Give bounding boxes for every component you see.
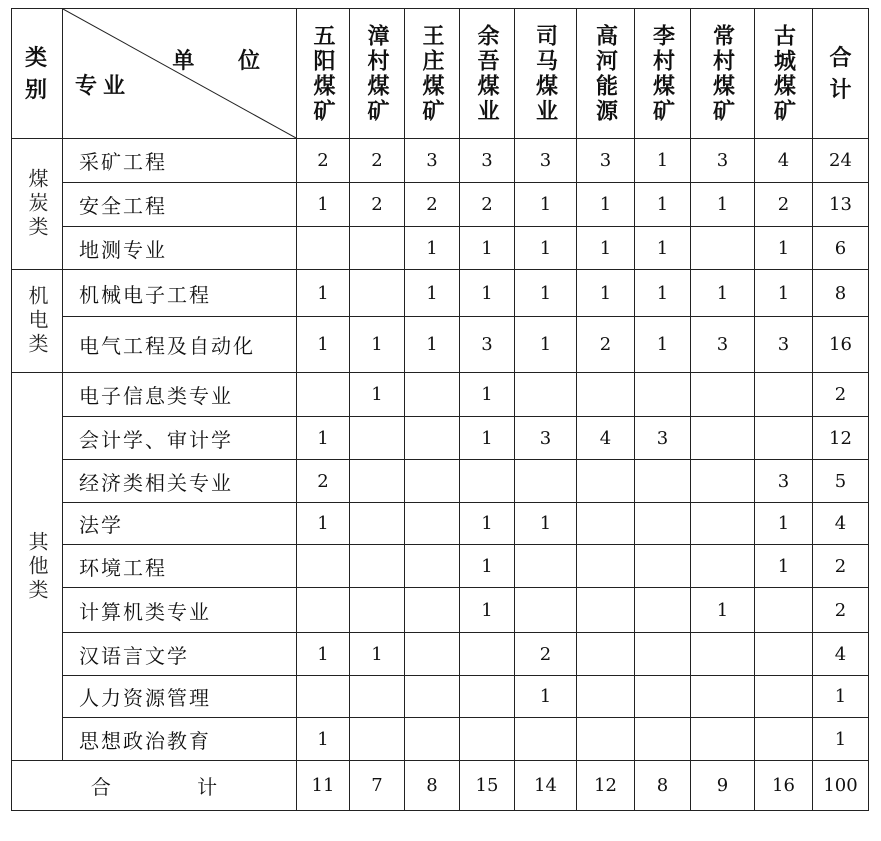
- value-cell: [297, 227, 350, 270]
- value-cell: [460, 633, 515, 676]
- value-cell: 1: [460, 588, 515, 633]
- value-cell: 1: [515, 270, 577, 317]
- value-cell: 3: [635, 417, 691, 460]
- total-cell: 16: [755, 761, 813, 811]
- unit-header: 五阳煤矿: [297, 9, 350, 139]
- value-cell: 2: [350, 139, 405, 183]
- value-cell: 1: [635, 317, 691, 373]
- value-cell: 3: [515, 417, 577, 460]
- value-cell: 1: [515, 676, 577, 718]
- value-cell: [691, 460, 755, 503]
- value-cell: [405, 633, 460, 676]
- category-header: 类别: [12, 9, 63, 139]
- major-cell: 环境工程: [63, 545, 297, 588]
- value-cell: [635, 718, 691, 761]
- value-cell: [297, 588, 350, 633]
- value-cell: 1: [460, 503, 515, 545]
- unit-header: 余吾煤业: [460, 9, 515, 139]
- value-cell: 4: [755, 139, 813, 183]
- major-cell: 会计学、审计学: [63, 417, 297, 460]
- major-cell: 电子信息类专业: [63, 373, 297, 417]
- unit-header: 高河能源: [577, 9, 635, 139]
- value-cell: 3: [691, 139, 755, 183]
- total-header: 合计: [813, 9, 869, 139]
- row-total-cell: 13: [813, 183, 869, 227]
- value-cell: 1: [460, 417, 515, 460]
- total-cell: 100: [813, 761, 869, 811]
- value-cell: 1: [350, 373, 405, 417]
- row-total-cell: 4: [813, 503, 869, 545]
- value-cell: [405, 373, 460, 417]
- value-cell: [405, 460, 460, 503]
- unit-header: 古城煤矿: [755, 9, 813, 139]
- major-cell: 法学: [63, 503, 297, 545]
- value-cell: 3: [691, 317, 755, 373]
- unit-header: 李村煤矿: [635, 9, 691, 139]
- recruitment-table: [11, 8, 869, 811]
- value-cell: 1: [635, 227, 691, 270]
- table-body: [12, 139, 869, 761]
- value-cell: 1: [577, 270, 635, 317]
- value-cell: 1: [460, 270, 515, 317]
- table-row: [12, 183, 869, 227]
- value-cell: [691, 718, 755, 761]
- table-row: [12, 503, 869, 545]
- value-cell: [577, 545, 635, 588]
- totals-label: 合 计: [12, 761, 297, 811]
- value-cell: 1: [297, 718, 350, 761]
- category-cell: 机电类: [12, 270, 63, 373]
- value-cell: 1: [405, 227, 460, 270]
- value-cell: [405, 588, 460, 633]
- value-cell: [350, 227, 405, 270]
- value-cell: [515, 373, 577, 417]
- value-cell: 2: [405, 183, 460, 227]
- value-cell: 1: [297, 633, 350, 676]
- value-cell: 2: [297, 139, 350, 183]
- total-cell: 14: [515, 761, 577, 811]
- value-cell: [515, 545, 577, 588]
- unit-header: 司马煤业: [515, 9, 577, 139]
- total-cell: 8: [635, 761, 691, 811]
- major-cell: 电气工程及自动化: [63, 317, 297, 373]
- value-cell: [577, 676, 635, 718]
- row-total-cell: 12: [813, 417, 869, 460]
- value-cell: [755, 676, 813, 718]
- value-cell: [350, 588, 405, 633]
- row-total-cell: 2: [813, 373, 869, 417]
- value-cell: [691, 676, 755, 718]
- major-cell: 机械电子工程: [63, 270, 297, 317]
- major-cell: 汉语言文学: [63, 633, 297, 676]
- total-cell: 15: [460, 761, 515, 811]
- value-cell: 1: [297, 503, 350, 545]
- value-cell: 1: [577, 227, 635, 270]
- value-cell: [755, 417, 813, 460]
- value-cell: [691, 503, 755, 545]
- value-cell: [691, 633, 755, 676]
- value-cell: [405, 503, 460, 545]
- value-cell: [297, 676, 350, 718]
- value-cell: 1: [755, 270, 813, 317]
- value-cell: 1: [755, 227, 813, 270]
- value-cell: [635, 373, 691, 417]
- value-cell: 1: [577, 183, 635, 227]
- header-row: [12, 9, 869, 139]
- table-row: [12, 139, 869, 183]
- major-cell: 思想政治教育: [63, 718, 297, 761]
- row-total-cell: 6: [813, 227, 869, 270]
- table-row: [12, 317, 869, 373]
- major-cell: 经济类相关专业: [63, 460, 297, 503]
- value-cell: [577, 718, 635, 761]
- major-cell: 安全工程: [63, 183, 297, 227]
- total-cell: 9: [691, 761, 755, 811]
- table-row: [12, 588, 869, 633]
- unit-header: 常村煤矿: [691, 9, 755, 139]
- value-cell: 1: [691, 183, 755, 227]
- value-cell: 2: [515, 633, 577, 676]
- value-cell: [297, 373, 350, 417]
- value-cell: [350, 460, 405, 503]
- table-row: [12, 718, 869, 761]
- row-total-cell: 2: [813, 545, 869, 588]
- value-cell: [635, 588, 691, 633]
- major-cell: 人力资源管理: [63, 676, 297, 718]
- value-cell: 4: [577, 417, 635, 460]
- value-cell: [635, 503, 691, 545]
- value-cell: 3: [405, 139, 460, 183]
- value-cell: 1: [635, 270, 691, 317]
- row-total-cell: 16: [813, 317, 869, 373]
- value-cell: [405, 545, 460, 588]
- value-cell: 3: [515, 139, 577, 183]
- value-cell: 3: [460, 317, 515, 373]
- value-cell: [577, 460, 635, 503]
- value-cell: 1: [297, 270, 350, 317]
- row-total-cell: 4: [813, 633, 869, 676]
- value-cell: 1: [635, 183, 691, 227]
- value-cell: 1: [460, 373, 515, 417]
- value-cell: 3: [460, 139, 515, 183]
- value-cell: [460, 718, 515, 761]
- value-cell: 1: [515, 227, 577, 270]
- major-cell: 采矿工程: [63, 139, 297, 183]
- table-row: [12, 545, 869, 588]
- unit-header: 王庄煤矿: [405, 9, 460, 139]
- table-row: [12, 270, 869, 317]
- corner-header: [63, 9, 297, 139]
- value-cell: [405, 417, 460, 460]
- table-row: [12, 417, 869, 460]
- table-row: [12, 676, 869, 718]
- value-cell: 2: [577, 317, 635, 373]
- table-row: [12, 227, 869, 270]
- major-cell: 地测专业: [63, 227, 297, 270]
- total-cell: 8: [405, 761, 460, 811]
- value-cell: [460, 460, 515, 503]
- value-cell: 1: [297, 183, 350, 227]
- value-cell: 1: [691, 270, 755, 317]
- value-cell: [755, 633, 813, 676]
- unit-header: 漳村煤矿: [350, 9, 405, 139]
- value-cell: 3: [577, 139, 635, 183]
- value-cell: [515, 460, 577, 503]
- value-cell: 1: [515, 317, 577, 373]
- row-total-cell: 8: [813, 270, 869, 317]
- category-cell: 煤炭类: [12, 139, 63, 270]
- value-cell: [577, 373, 635, 417]
- value-cell: 1: [691, 588, 755, 633]
- category-cell: 其他类: [12, 373, 63, 761]
- row-total-cell: 24: [813, 139, 869, 183]
- row-total-cell: 1: [813, 676, 869, 718]
- value-cell: 1: [460, 545, 515, 588]
- value-cell: 1: [350, 317, 405, 373]
- value-cell: [297, 545, 350, 588]
- value-cell: [755, 373, 813, 417]
- value-cell: 2: [350, 183, 405, 227]
- value-cell: 1: [405, 317, 460, 373]
- value-cell: [577, 503, 635, 545]
- value-cell: 3: [755, 317, 813, 373]
- value-cell: 1: [515, 183, 577, 227]
- value-cell: [691, 545, 755, 588]
- value-cell: 1: [460, 227, 515, 270]
- value-cell: [755, 718, 813, 761]
- value-cell: 2: [755, 183, 813, 227]
- value-cell: [350, 676, 405, 718]
- total-cell: 7: [350, 761, 405, 811]
- value-cell: [350, 417, 405, 460]
- total-cell: 11: [297, 761, 350, 811]
- value-cell: [635, 545, 691, 588]
- value-cell: 1: [350, 633, 405, 676]
- total-cell: 12: [577, 761, 635, 811]
- value-cell: 1: [635, 139, 691, 183]
- value-cell: [515, 718, 577, 761]
- value-cell: [755, 588, 813, 633]
- value-cell: [350, 545, 405, 588]
- row-total-cell: 5: [813, 460, 869, 503]
- totals-row: [12, 761, 869, 811]
- value-cell: [691, 227, 755, 270]
- unit-label: 单 位: [172, 49, 278, 74]
- value-cell: [635, 676, 691, 718]
- value-cell: [635, 460, 691, 503]
- value-cell: [691, 417, 755, 460]
- value-cell: [350, 270, 405, 317]
- value-cell: [350, 503, 405, 545]
- value-cell: 1: [515, 503, 577, 545]
- major-cell: 计算机类专业: [63, 588, 297, 633]
- value-cell: [350, 718, 405, 761]
- value-cell: [635, 633, 691, 676]
- value-cell: 1: [297, 417, 350, 460]
- value-cell: [405, 718, 460, 761]
- value-cell: 1: [405, 270, 460, 317]
- value-cell: [691, 373, 755, 417]
- value-cell: [405, 676, 460, 718]
- value-cell: 2: [460, 183, 515, 227]
- row-total-cell: 1: [813, 718, 869, 761]
- value-cell: [577, 633, 635, 676]
- value-cell: [460, 676, 515, 718]
- row-total-cell: 2: [813, 588, 869, 633]
- table-row: [12, 460, 869, 503]
- value-cell: 2: [297, 460, 350, 503]
- value-cell: 1: [755, 503, 813, 545]
- table-row: [12, 633, 869, 676]
- value-cell: 3: [755, 460, 813, 503]
- table-row: [12, 373, 869, 417]
- value-cell: 1: [755, 545, 813, 588]
- value-cell: [577, 588, 635, 633]
- value-cell: 1: [297, 317, 350, 373]
- value-cell: [515, 588, 577, 633]
- major-label: 专业: [75, 74, 132, 99]
